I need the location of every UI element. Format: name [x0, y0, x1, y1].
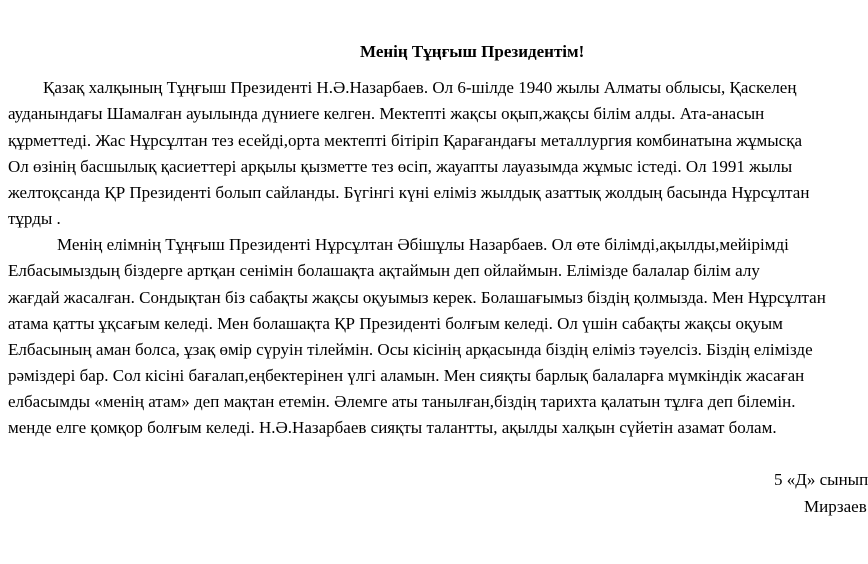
paragraph-line: елбасымды «менің атам» деп мақтан етемін. Әлемге аты танылған,біздің тарихта қалатын тұлға деп білемін. [8, 392, 796, 411]
paragraph-line: желтоқсанда ҚР Президенті болып сайланды. Бүгінгі күні еліміз жылдық азаттық жолдың басында Нұрсұлтан [8, 183, 810, 202]
paragraph-line: құрметтеді. Жас Нұрсұлтан тез есейді,орта мектепті бітіріп Қарағандағы металлургия комбинатына жұмысқа [8, 131, 803, 150]
paragraph-line: жағдай жасалған. Сондықтан біз сабақты жақсы оқуымыз керек. Болашағымыз біздің қолмызда. Мен Нұрсұлтан [8, 288, 826, 307]
document-title: Менің Тұңғыш Президентім! [360, 42, 585, 61]
paragraph-line: Ол өзінің басшылық қасиеттері арқылы қызметте тез өсіп, жауапты лауазымда жұмыс істеді. Ол 1991 жылы [8, 157, 793, 176]
paragraph-line: рәміздері бар. Сол кісіні бағалап,еңбектерінен үлгі аламын. Мен сияқты барлық балаларға мүмкіндік жасаған [8, 366, 805, 385]
paragraph-line: Елбасының аман болса, ұзақ өмір сүруін тілеймін. Осы кісінің арқасында біздің еліміз тәуелсіз. Біздің елімізде [8, 340, 813, 359]
paragraph-line: Елбасымыздың біздерге артқан сенімін болашақта ақтаймын деп ойлаймын. Елімізде балалар білім алу [8, 261, 760, 280]
paragraph-line: Қазақ халқының Тұңғыш Президенті Н.Ә.Назарбаев. Ол 6-шілде 1940 жылы Алматы облысы, Қаскелең [43, 78, 797, 97]
paragraph-line: тұрды . [8, 209, 61, 228]
paragraph-line: атама қатты ұқсағым келеді. Мен болашақта ҚР Президенті болғым келеді. Ол үшін сабақты жақсы оқуым [8, 314, 783, 333]
paragraph-line: Менің елімнің Тұңғыш Президенті Нұрсұлтан Әбішұлы Назарбаев. Ол өте білімді,ақылды,мейірімді [57, 235, 789, 254]
paragraph-line: ауданындағы Шамалған ауылында дүниеге келген. Мектепті жақсы оқып,жақсы білім алды. Ата-анасын [8, 104, 765, 123]
signature-class: 5 «Д» сынып [774, 470, 868, 489]
paragraph-line: менде елге қомқор болғым келеді. Н.Ә.Назарбаев сияқты талантты, ақылды халқын сүйетін азамат болам. [8, 418, 777, 437]
signature-name: Мирзаев [804, 497, 867, 516]
